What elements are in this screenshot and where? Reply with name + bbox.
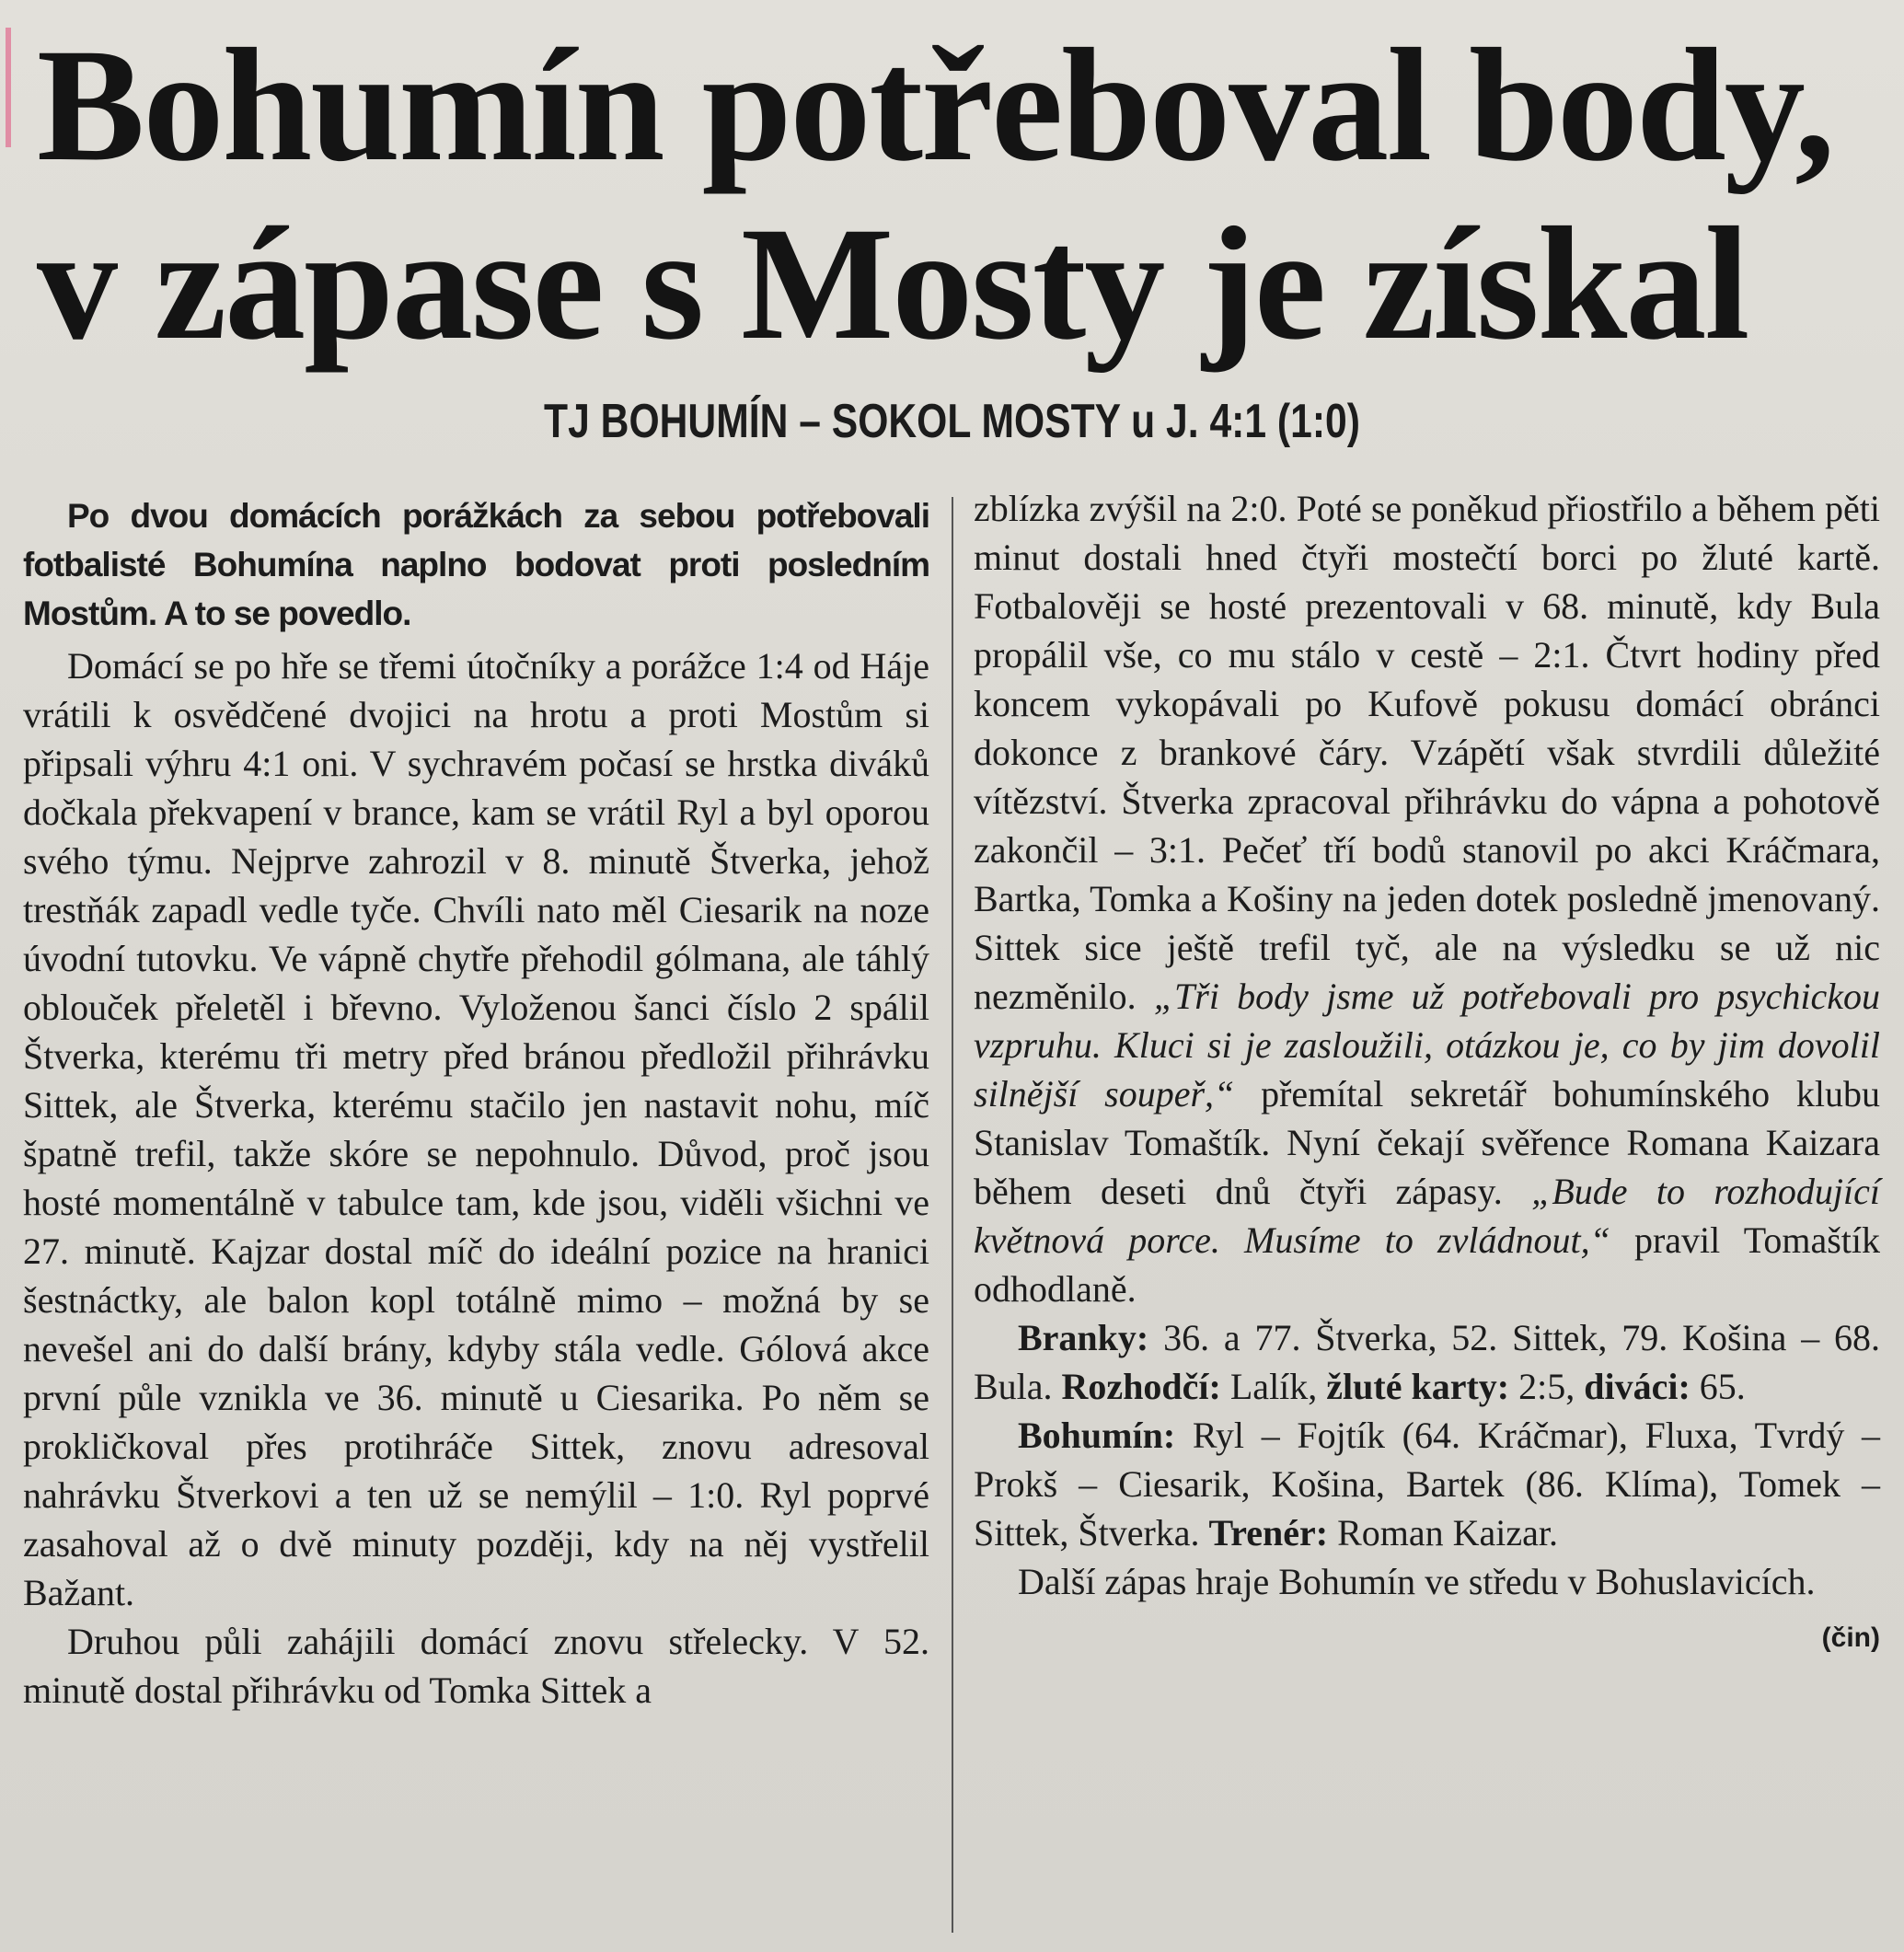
column-divider (952, 497, 953, 1933)
author-signature: (čin) (1821, 1623, 1880, 1653)
paragraph-second-half: Druhou půli zahájili domácí znovu střelecky. V 52. minutě dostal přihrávku od Tomka Sittek a (23, 1621, 929, 1711)
paragraph-first-half: Domácí se po hře se třemi útočníky a porážce 1:4 od Háje vrátili k osvědčené dvojici na hrotu a proti Mostům si připsali výhru 4:1 oni. V sychravém počasí se hrstka diváků dočkala překvapení v brance, kam se vrátil Ryl a byl oporou svého týmu. Nejprve zahrozil v 8. minutě Štverka, jehož trestňák zapadl vedle tyče. Chvíli nato měl Ciesarik na noze úvodní tutovku. Ve vápně chytře přehodil gólmana, ale táhlý oblouček přeletěl i břevno. Vyloženou šanci číslo 2 spálil Štverka, kterému tři metry před bránou předložil přihrávku Sittek, ale Štverka, kterému stačilo jen nastavit nohu, míč špatně trefil, takže skóre se nepohnulo. Důvod, proč jsou hosté momentálně v tabulce tam, kde jsou, viděli všichni ve 27. minutě. Kajzar dostal míč do ideální pozice na hranici šestnáctky, ale balon kopl totálně mimo – možná by se nevešel ani do další brány, kdyby stála vedle. Gólová akce první půle vznikla ve 36. minutě u Ciesarika. Po něm se prokličkoval přes protihráče Sittek, znovu adresoval nahrávku Štverkovi a ten už se nemýlil – 1:0. Ryl poprvé zasahoval až o dvě minuty později, kdy na něj vystřelil Bažant. (23, 645, 929, 1613)
goals-value: 36. a 77. Štverka, 52. Sittek, 79. Košina – 68. Bula. (974, 1317, 1881, 1407)
referee-label: Rozhodčí: (1061, 1366, 1221, 1407)
match-result-subheadline: TJ BOHUMÍN – SOKOL MOSTY u J. 4:1 (1:0) (544, 395, 1360, 448)
team-lineup (974, 1411, 1880, 1557)
article-column-right (974, 484, 1880, 1662)
next-match (974, 1557, 1880, 1653)
team-players: Ryl – Fojtík (64. Kráčmar), Fluxa, Tvrdý – Prokš – Ciesarik, Košina, Bartek (86. Klíma), Tomek – Sittek, Štverka. (974, 1415, 1880, 1554)
spectators-value: 65. (1699, 1366, 1746, 1407)
referee-value: Lalík, (1229, 1366, 1318, 1407)
headline-line-1: Bohumín potřeboval body, (37, 16, 1834, 195)
headline (37, 17, 1887, 374)
quote-secretary: „Tři body jsme už potřebovali pro psychickou vzpruhu. Kluci si je zasloužili, otázkou je, co by jim dovolil silnější soupeř,“ (974, 976, 1880, 1115)
article-lead: Po dvou domácích porážkách za sebou potřebovali fotbalisté Bohumína naplno bodovat proti posledním Mostům. A to se povedlo. (23, 497, 929, 632)
quote-attribution: přemítal sekretář bohumínského klubu Stanislav Tomaštík. Nyní čekají svěřence Romana Kaizara během deseti dnů čtyři zápasy. (974, 1073, 1880, 1212)
match-stats (974, 1313, 1880, 1411)
quote-may-matches: „Bude to rozhodující květnová porce. Musíme to zvládnout,“ (974, 1171, 1881, 1261)
goals-label: Branky: (1018, 1317, 1149, 1358)
yellow-cards-label: žluté karty: (1326, 1366, 1510, 1407)
paragraph-second-half-cont (974, 484, 1880, 1313)
team-label: Bohumín: (1018, 1415, 1176, 1456)
article-column-left (23, 491, 929, 1715)
coach-name: Roman Kaizar. (1337, 1512, 1559, 1554)
spectators-label: diváci: (1584, 1366, 1691, 1407)
headline-line-2: v zápase s Mosty je získal (37, 194, 1748, 374)
second-half-text: zblízka zvýšil na 2:0. Poté se poněkud přiostřilo a během pěti minut dostali hned čtyři mostečtí borci po žluté kartě. Fotbalověji se hosté prezentovali v 68. minutě, kdy Bula propálil vše, co mu stálo v cestě – 2:1. Čtvrt hodiny před koncem vykopávali po Kufově pokusu domácí obránci dokonce z brankové čáry. Vzápětí však stvrdili důležité vítězství. Štverka zpracoval přihrávku do vápna a pohotově zakončil – 3:1. Pečeť tří bodů stanovil po akci Kráčmara, Bartka, Tomka a Košiny na jeden dotek posledně jmenovaný. Sittek sice ještě trefil tyč, ale na výsledku se už nic nezměnilo. (974, 488, 1880, 1017)
next-match-text: Další zápas hraje Bohumín ve středu v Bohuslavicích. (1018, 1561, 1816, 1602)
yellow-cards-value: 2:5, (1518, 1366, 1575, 1407)
margin-marker (6, 28, 11, 147)
quote-attribution-end: pravil Tomaštík odhodlaně. (974, 1219, 1880, 1310)
coach-label: Trenér: (1208, 1512, 1329, 1554)
